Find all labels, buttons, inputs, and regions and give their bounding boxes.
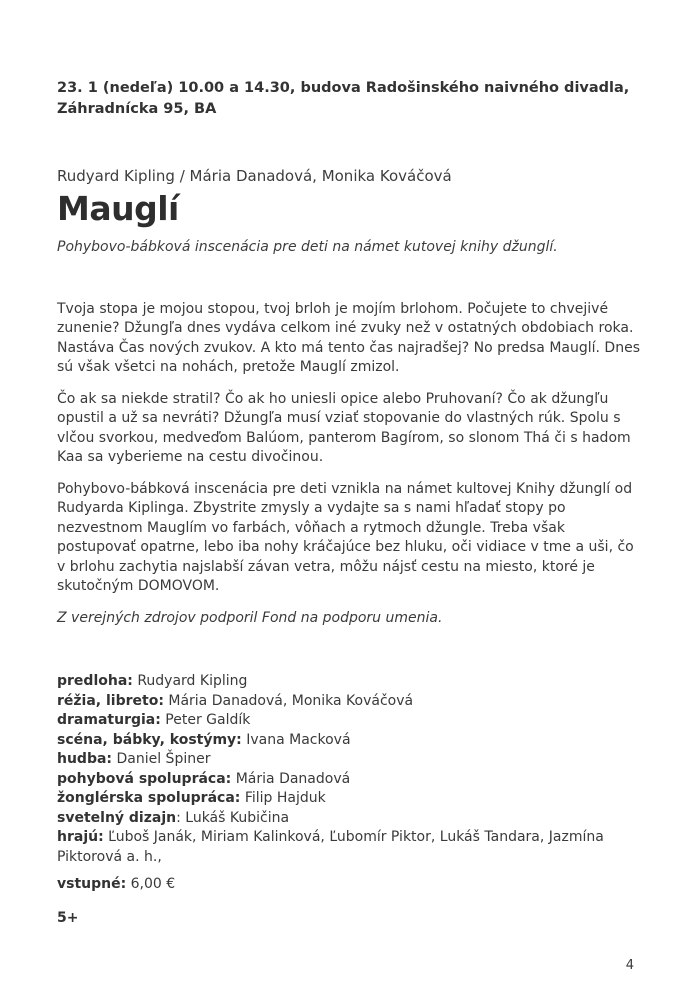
credit-label: scéna, bábky, kostýmy: <box>57 731 242 748</box>
credit-row-svetelny-dizajn <box>57 809 642 829</box>
credit-value: Mária Danadová, Monika Kováčová <box>163 692 414 709</box>
age-rating: 5+ <box>57 909 79 926</box>
credit-value: Ľuboš Janák, Miriam Kalinková, Ľubomír Piktor, Lukáš Tandara, Jazmína Piktorová a. h., <box>57 829 604 865</box>
description-paragraph: Čo ak sa niekde stratil? Čo ak ho uniesli opice alebo Pruhovaní? Čo ak džungľu opustil a už sa nevráti? Džungľa musí vziať stopovanie do vlastných rúk. Spolu s vlčou svorkou, medveďom Balúom, panterom Bagírom, so slonom Thá či s hadom Kaa sa vyberieme na cestu divočinou. <box>57 390 631 465</box>
admission-value: 6,00 € <box>126 876 176 892</box>
credit-label: hudba: <box>57 751 113 767</box>
credit-value: Ivana Macková <box>241 731 351 748</box>
credit-label: pohybová spolupráca: <box>57 770 232 787</box>
credit-row-rezia-libreto <box>57 692 642 712</box>
credit-row-hudba <box>57 750 642 770</box>
credit-row-scena-babky-kostymy <box>57 731 642 751</box>
funding-note: Z verejných zdrojov podporil Fond na podporu umenia. <box>57 609 443 626</box>
credit-label: réžia, libreto: <box>57 692 164 709</box>
description-paragraph: Pohybovo-bábková inscenácia pre deti vznikla na námet kultovej Knihy džunglí od Rudyarda Kiplinga. Zbystrite zmysly a vydajte sa s nami hľadať stopy po nezvestnom Mauglím vo farbách, vôňach a rytmoch džungle. Treba však postupovať opatrne, lebo iba nohy kráčajúce bez hluku, oči vidiace v tme a uši, čo v brlohu zachytia najslabší závan vetra, môžu nájsť cestu na miesto, ktoré je skutočným DOMOVOM. <box>57 480 634 594</box>
credit-value: Rudyard Kipling <box>132 673 248 689</box>
credit-value: Filip Hajduk <box>240 790 326 806</box>
credit-value: Peter Galdík <box>160 712 251 728</box>
credit-row-pohybova-spolupraca <box>57 770 642 790</box>
show-title: Mauglí <box>57 189 179 228</box>
page-content <box>57 0 642 928</box>
credit-label: dramaturgia: <box>57 712 161 728</box>
credit-value: : Lukáš Kubičina <box>176 809 290 826</box>
credit-row-hraju <box>57 828 642 867</box>
credit-row-zonglerska-spolupraca <box>57 789 642 809</box>
credit-label: predloha: <box>57 673 133 689</box>
page-number: 4 <box>625 958 634 973</box>
credit-label: hrajú: <box>57 829 104 845</box>
admission-price <box>57 875 642 895</box>
show-subtitle: Pohybovo-bábková inscenácia pre deti na námet kutovej knihy džunglí. <box>57 239 558 255</box>
credit-value: Daniel Špiner <box>112 751 211 767</box>
authors-line: Rudyard Kipling / Mária Danadová, Monika Kováčová <box>57 167 452 185</box>
credit-value: Mária Danadová <box>231 770 351 787</box>
credit-row-predloha <box>57 672 642 692</box>
credits-list <box>57 672 642 867</box>
credit-row-dramaturgia <box>57 711 642 731</box>
description-paragraph: Tvoja stopa je mojou stopou, tvoj brloh je mojím brlohom. Počujete to chvejivé zunenie? Džungľa dnes vydáva celkom iné zvuky než v ostatných obdobiach roka. Nastáva Čas nových zvukov. A kto má tento čas najradšej? No predsa Mauglí. Dnes sú však všetci na nohách, pretože Mauglí zmizol. <box>57 300 640 375</box>
credit-label: svetelný dizajn <box>57 809 177 826</box>
admission-label: vstupné: <box>57 876 127 892</box>
event-date-venue: 23. 1 (nedeľa) 10.00 a 14.30, budova Radošinského naivného divadla, Záhradnícka 95, BA <box>57 80 630 117</box>
credit-label: žonglérska spolupráca: <box>57 790 241 806</box>
